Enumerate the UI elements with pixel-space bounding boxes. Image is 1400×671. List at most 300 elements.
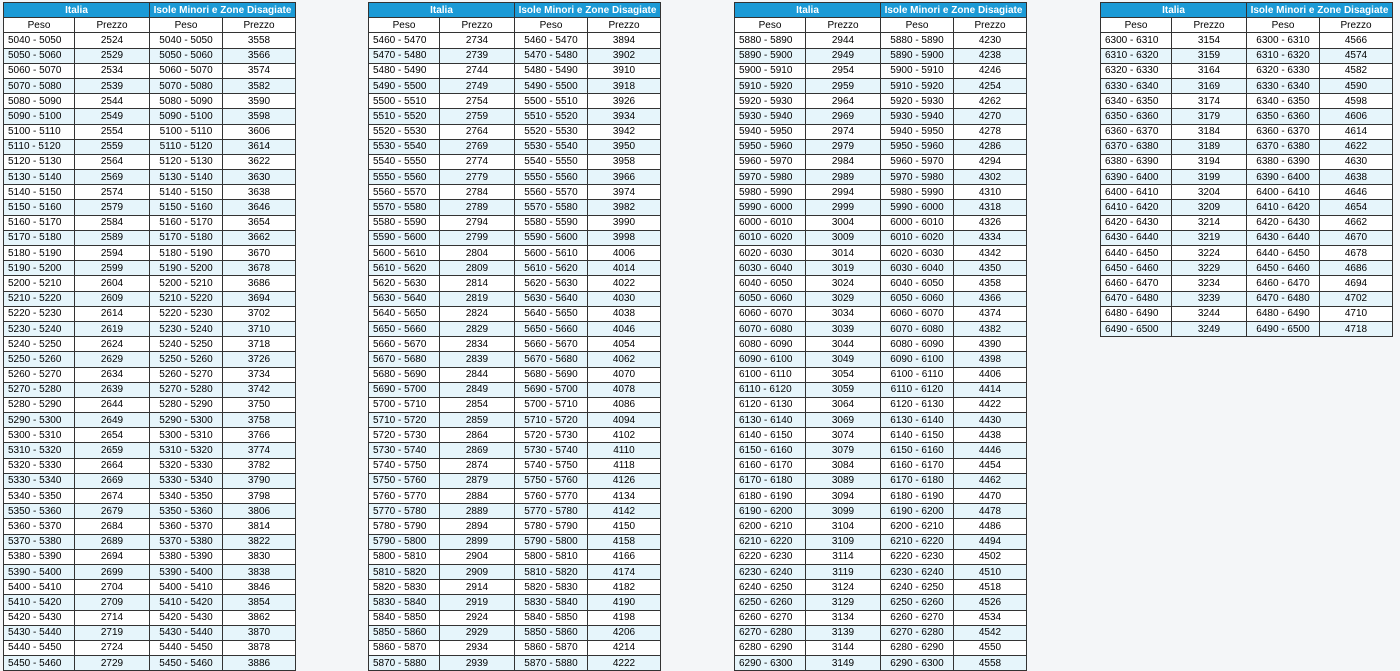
prezzo-isole-cell: 3766	[223, 428, 296, 443]
prezzo-isole-cell: 4030	[588, 291, 661, 306]
peso-italia-cell: 5370 - 5380	[4, 534, 75, 549]
prezzo-isole-cell: 3830	[223, 549, 296, 564]
prezzo-italia-cell: 3124	[806, 580, 881, 595]
peso-isole-cell: 5180 - 5190	[150, 246, 223, 261]
peso-italia-cell: 6490 - 6500	[1101, 321, 1172, 336]
table-row	[735, 306, 1027, 321]
prezzo-italia-cell: 2864	[440, 428, 515, 443]
peso-italia-cell: 5520 - 5530	[369, 124, 440, 139]
table-row	[4, 580, 296, 595]
col-prezzo: Prezzo	[440, 18, 515, 33]
prezzo-isole-cell: 4390	[954, 337, 1027, 352]
prezzo-isole-cell: 4246	[954, 63, 1027, 78]
prezzo-isole-cell: 3750	[223, 397, 296, 412]
table-row	[735, 48, 1027, 63]
table-row	[1101, 276, 1393, 291]
table-row	[4, 48, 296, 63]
table-row	[369, 321, 661, 336]
prezzo-isole-cell: 4126	[588, 473, 661, 488]
prezzo-italia-cell: 3174	[1172, 94, 1247, 109]
peso-italia-cell: 6220 - 6230	[735, 549, 806, 564]
prezzo-italia-cell: 3019	[806, 261, 881, 276]
prezzo-italia-cell: 3114	[806, 549, 881, 564]
peso-isole-cell: 5770 - 5780	[515, 504, 588, 519]
table-body	[1101, 33, 1393, 337]
peso-isole-cell: 5980 - 5990	[881, 185, 954, 200]
peso-italia-cell: 5630 - 5640	[369, 291, 440, 306]
peso-isole-cell: 5720 - 5730	[515, 428, 588, 443]
prezzo-isole-cell: 3606	[223, 124, 296, 139]
prezzo-isole-cell: 4086	[588, 397, 661, 412]
prezzo-isole-cell: 3726	[223, 352, 296, 367]
table-row	[735, 564, 1027, 579]
peso-italia-cell: 5120 - 5130	[4, 154, 75, 169]
peso-italia-cell: 5800 - 5810	[369, 549, 440, 564]
table-row	[4, 534, 296, 549]
prezzo-isole-cell: 4158	[588, 534, 661, 549]
peso-italia-cell: 5140 - 5150	[4, 185, 75, 200]
table-row	[369, 656, 661, 671]
table-row	[735, 413, 1027, 428]
peso-italia-cell: 6240 - 6250	[735, 580, 806, 595]
prezzo-italia-cell: 2579	[75, 200, 150, 215]
prezzo-italia-cell: 2879	[440, 473, 515, 488]
table-row	[4, 200, 296, 215]
table-row	[735, 595, 1027, 610]
table-row	[4, 504, 296, 519]
peso-isole-cell: 6330 - 6340	[1247, 78, 1320, 93]
prezzo-italia-cell: 2599	[75, 261, 150, 276]
col-prezzo: Prezzo	[75, 18, 150, 33]
col-prezzo: Prezzo	[223, 18, 296, 33]
peso-isole-cell: 5290 - 5300	[150, 413, 223, 428]
prezzo-isole-cell: 4430	[954, 413, 1027, 428]
peso-italia-cell: 5210 - 5220	[4, 291, 75, 306]
peso-italia-cell: 5670 - 5680	[369, 352, 440, 367]
peso-italia-cell: 5910 - 5920	[735, 78, 806, 93]
prezzo-isole-cell: 4206	[588, 625, 661, 640]
peso-italia-cell: 5200 - 5210	[4, 276, 75, 291]
peso-italia-cell: 5170 - 5180	[4, 230, 75, 245]
peso-italia-cell: 5190 - 5200	[4, 261, 75, 276]
prezzo-italia-cell: 2919	[440, 595, 515, 610]
prezzo-italia-cell: 3029	[806, 291, 881, 306]
peso-italia-cell: 5290 - 5300	[4, 413, 75, 428]
table-row	[735, 458, 1027, 473]
prezzo-isole-cell: 4334	[954, 230, 1027, 245]
prezzo-isole-cell: 4590	[1320, 78, 1393, 93]
peso-italia-cell: 5510 - 5520	[369, 109, 440, 124]
prezzo-italia-cell: 2674	[75, 489, 150, 504]
peso-italia-cell: 5310 - 5320	[4, 443, 75, 458]
table-row	[369, 306, 661, 321]
prezzo-isole-cell: 4014	[588, 261, 661, 276]
prezzo-italia-cell: 3139	[806, 625, 881, 640]
prezzo-isole-cell: 3702	[223, 306, 296, 321]
prezzo-italia-cell: 2804	[440, 246, 515, 261]
peso-italia-cell: 6040 - 6050	[735, 276, 806, 291]
peso-isole-cell: 5610 - 5620	[515, 261, 588, 276]
peso-italia-cell: 6420 - 6430	[1101, 215, 1172, 230]
prezzo-italia-cell: 3234	[1172, 276, 1247, 291]
table-row	[735, 63, 1027, 78]
prezzo-italia-cell: 3099	[806, 504, 881, 519]
peso-italia-cell: 6210 - 6220	[735, 534, 806, 549]
prezzo-italia-cell: 2809	[440, 261, 515, 276]
prezzo-italia-cell: 3144	[806, 640, 881, 655]
prezzo-italia-cell: 2904	[440, 549, 515, 564]
peso-isole-cell: 6230 - 6240	[881, 564, 954, 579]
prezzo-isole-cell: 4310	[954, 185, 1027, 200]
prezzo-isole-cell: 4302	[954, 170, 1027, 185]
prezzo-italia-cell: 2584	[75, 215, 150, 230]
table-row	[1101, 246, 1393, 261]
prezzo-italia-cell: 3204	[1172, 185, 1247, 200]
peso-isole-cell: 6000 - 6010	[881, 215, 954, 230]
peso-isole-cell: 5940 - 5950	[881, 124, 954, 139]
peso-isole-cell: 5600 - 5610	[515, 246, 588, 261]
table-row	[369, 230, 661, 245]
prezzo-italia-cell: 2944	[806, 33, 881, 48]
prezzo-isole-cell: 3918	[588, 78, 661, 93]
prezzo-italia-cell: 2554	[75, 124, 150, 139]
prezzo-isole-cell: 3822	[223, 534, 296, 549]
peso-isole-cell: 6160 - 6170	[881, 458, 954, 473]
prezzo-italia-cell: 2609	[75, 291, 150, 306]
prezzo-italia-cell: 3149	[806, 656, 881, 671]
peso-italia-cell: 6010 - 6020	[735, 230, 806, 245]
peso-isole-cell: 5400 - 5410	[150, 580, 223, 595]
prezzo-isole-cell: 4134	[588, 489, 661, 504]
peso-isole-cell: 6150 - 6160	[881, 443, 954, 458]
prezzo-italia-cell: 2764	[440, 124, 515, 139]
prezzo-isole-cell: 4150	[588, 519, 661, 534]
prezzo-isole-cell: 4262	[954, 94, 1027, 109]
prezzo-italia-cell: 3224	[1172, 246, 1247, 261]
price-table-2	[368, 2, 661, 671]
prezzo-italia-cell: 3214	[1172, 215, 1247, 230]
peso-isole-cell: 5760 - 5770	[515, 489, 588, 504]
prezzo-italia-cell: 2739	[440, 48, 515, 63]
peso-isole-cell: 5240 - 5250	[150, 337, 223, 352]
peso-isole-cell: 5620 - 5630	[515, 276, 588, 291]
peso-italia-cell: 5130 - 5140	[4, 170, 75, 185]
peso-isole-cell: 5540 - 5550	[515, 154, 588, 169]
table-row	[369, 595, 661, 610]
peso-isole-cell: 6090 - 6100	[881, 352, 954, 367]
peso-italia-cell: 6310 - 6320	[1101, 48, 1172, 63]
peso-isole-cell: 5120 - 5130	[150, 154, 223, 169]
peso-isole-cell: 6400 - 6410	[1247, 185, 1320, 200]
prezzo-italia-cell: 3104	[806, 519, 881, 534]
peso-isole-cell: 6020 - 6030	[881, 246, 954, 261]
peso-isole-cell: 5650 - 5660	[515, 321, 588, 336]
peso-isole-cell: 5900 - 5910	[881, 63, 954, 78]
table-row	[1101, 94, 1393, 109]
peso-italia-cell: 6270 - 6280	[735, 625, 806, 640]
table-row	[369, 94, 661, 109]
table-row	[1101, 78, 1393, 93]
prezzo-italia-cell: 3064	[806, 397, 881, 412]
table-row	[369, 48, 661, 63]
prezzo-isole-cell: 4254	[954, 78, 1027, 93]
table-row	[735, 109, 1027, 124]
prezzo-italia-cell: 3199	[1172, 170, 1247, 185]
table-row	[4, 337, 296, 352]
prezzo-italia-cell: 3004	[806, 215, 881, 230]
prezzo-italia-cell: 3134	[806, 610, 881, 625]
table-row	[4, 261, 296, 276]
prezzo-isole-cell: 3926	[588, 94, 661, 109]
table-row	[735, 94, 1027, 109]
peso-italia-cell: 5220 - 5230	[4, 306, 75, 321]
prezzo-italia-cell: 2644	[75, 397, 150, 412]
table-row	[369, 33, 661, 48]
prezzo-isole-cell: 4462	[954, 473, 1027, 488]
peso-italia-cell: 6100 - 6110	[735, 367, 806, 382]
prezzo-italia-cell: 2839	[440, 352, 515, 367]
prezzo-italia-cell: 2534	[75, 63, 150, 78]
peso-italia-cell: 5300 - 5310	[4, 428, 75, 443]
prezzo-isole-cell: 3806	[223, 504, 296, 519]
peso-isole-cell: 5390 - 5400	[150, 564, 223, 579]
prezzo-isole-cell: 4078	[588, 382, 661, 397]
table-row	[4, 549, 296, 564]
peso-italia-cell: 5610 - 5620	[369, 261, 440, 276]
prezzo-isole-cell: 3838	[223, 564, 296, 579]
prezzo-isole-cell: 4286	[954, 139, 1027, 154]
peso-isole-cell: 6460 - 6470	[1247, 276, 1320, 291]
peso-italia-cell: 6440 - 6450	[1101, 246, 1172, 261]
prezzo-italia-cell: 3014	[806, 246, 881, 261]
peso-isole-cell: 5370 - 5380	[150, 534, 223, 549]
prezzo-isole-cell: 3638	[223, 185, 296, 200]
peso-isole-cell: 5790 - 5800	[515, 534, 588, 549]
prezzo-isole-cell: 4038	[588, 306, 661, 321]
prezzo-isole-cell: 4694	[1320, 276, 1393, 291]
peso-italia-cell: 5260 - 5270	[4, 367, 75, 382]
peso-italia-cell: 5500 - 5510	[369, 94, 440, 109]
peso-italia-cell: 5680 - 5690	[369, 367, 440, 382]
peso-isole-cell: 6310 - 6320	[1247, 48, 1320, 63]
peso-italia-cell: 5090 - 5100	[4, 109, 75, 124]
prezzo-italia-cell: 2854	[440, 397, 515, 412]
table-row	[735, 124, 1027, 139]
table-row	[369, 382, 661, 397]
peso-italia-cell: 5570 - 5580	[369, 200, 440, 215]
peso-isole-cell: 5350 - 5360	[150, 504, 223, 519]
prezzo-isole-cell: 3942	[588, 124, 661, 139]
peso-isole-cell: 6370 - 6380	[1247, 139, 1320, 154]
peso-isole-cell: 5360 - 5370	[150, 519, 223, 534]
prezzo-isole-cell: 3966	[588, 170, 661, 185]
header-italia: Italia	[735, 3, 881, 18]
peso-isole-cell: 5170 - 5180	[150, 230, 223, 245]
table-row	[369, 78, 661, 93]
prezzo-italia-cell: 2709	[75, 595, 150, 610]
peso-italia-cell: 5410 - 5420	[4, 595, 75, 610]
table-row	[735, 656, 1027, 671]
col-prezzo: Prezzo	[954, 18, 1027, 33]
prezzo-isole-cell: 4438	[954, 428, 1027, 443]
prezzo-italia-cell: 2569	[75, 170, 150, 185]
peso-italia-cell: 5810 - 5820	[369, 564, 440, 579]
prezzo-italia-cell: 2754	[440, 94, 515, 109]
prezzo-italia-cell: 2869	[440, 443, 515, 458]
prezzo-italia-cell: 3164	[1172, 63, 1247, 78]
prezzo-italia-cell: 3054	[806, 367, 881, 382]
peso-isole-cell: 5880 - 5890	[881, 33, 954, 48]
prezzo-isole-cell: 3622	[223, 154, 296, 169]
peso-italia-cell: 5250 - 5260	[4, 352, 75, 367]
table-row	[735, 549, 1027, 564]
peso-isole-cell: 5410 - 5420	[150, 595, 223, 610]
prezzo-italia-cell: 2884	[440, 489, 515, 504]
prezzo-italia-cell: 3059	[806, 382, 881, 397]
peso-italia-cell: 5780 - 5790	[369, 519, 440, 534]
peso-isole-cell: 6190 - 6200	[881, 504, 954, 519]
prezzo-isole-cell: 3974	[588, 185, 661, 200]
table-row	[369, 246, 661, 261]
prezzo-isole-cell: 3574	[223, 63, 296, 78]
peso-isole-cell: 6470 - 6480	[1247, 291, 1320, 306]
table-row	[735, 625, 1027, 640]
peso-isole-cell: 6010 - 6020	[881, 230, 954, 245]
peso-isole-cell: 5430 - 5440	[150, 625, 223, 640]
table-row	[735, 473, 1027, 488]
table-row	[369, 549, 661, 564]
peso-italia-cell: 5560 - 5570	[369, 185, 440, 200]
peso-isole-cell: 5550 - 5560	[515, 170, 588, 185]
peso-italia-cell: 6360 - 6370	[1101, 124, 1172, 139]
peso-isole-cell: 6080 - 6090	[881, 337, 954, 352]
peso-isole-cell: 5450 - 5460	[150, 656, 223, 671]
peso-italia-cell: 6230 - 6240	[735, 564, 806, 579]
peso-italia-cell: 5080 - 5090	[4, 94, 75, 109]
peso-italia-cell: 6200 - 6210	[735, 519, 806, 534]
prezzo-isole-cell: 3950	[588, 139, 661, 154]
peso-isole-cell: 6120 - 6130	[881, 397, 954, 412]
prezzo-isole-cell: 4174	[588, 564, 661, 579]
prezzo-italia-cell: 2619	[75, 321, 150, 336]
table-row	[4, 215, 296, 230]
table-row	[1101, 200, 1393, 215]
peso-isole-cell: 5870 - 5880	[515, 656, 588, 671]
table-row	[735, 139, 1027, 154]
prezzo-italia-cell: 2829	[440, 321, 515, 336]
prezzo-italia-cell: 2749	[440, 78, 515, 93]
prezzo-isole-cell: 4494	[954, 534, 1027, 549]
peso-isole-cell: 6200 - 6210	[881, 519, 954, 534]
prezzo-italia-cell: 2684	[75, 519, 150, 534]
peso-isole-cell: 5570 - 5580	[515, 200, 588, 215]
peso-italia-cell: 5240 - 5250	[4, 337, 75, 352]
prezzo-italia-cell: 2624	[75, 337, 150, 352]
prezzo-italia-cell: 2849	[440, 382, 515, 397]
peso-italia-cell: 6120 - 6130	[735, 397, 806, 412]
peso-isole-cell: 5460 - 5470	[515, 33, 588, 48]
prezzo-italia-cell: 3089	[806, 473, 881, 488]
prezzo-isole-cell: 4542	[954, 625, 1027, 640]
table-row	[735, 489, 1027, 504]
col-peso: Peso	[881, 18, 954, 33]
peso-italia-cell: 5040 - 5050	[4, 33, 75, 48]
peso-isole-cell: 5950 - 5960	[881, 139, 954, 154]
prezzo-isole-cell: 4166	[588, 549, 661, 564]
peso-italia-cell: 5330 - 5340	[4, 473, 75, 488]
peso-isole-cell: 5190 - 5200	[150, 261, 223, 276]
prezzo-italia-cell: 2769	[440, 139, 515, 154]
peso-isole-cell: 6250 - 6260	[881, 595, 954, 610]
table-row	[735, 230, 1027, 245]
peso-isole-cell: 6070 - 6080	[881, 321, 954, 336]
peso-italia-cell: 6370 - 6380	[1101, 139, 1172, 154]
prezzo-isole-cell: 4094	[588, 413, 661, 428]
peso-isole-cell: 5960 - 5970	[881, 154, 954, 169]
peso-italia-cell: 5980 - 5990	[735, 185, 806, 200]
prezzo-isole-cell: 4518	[954, 580, 1027, 595]
table-row	[4, 519, 296, 534]
prezzo-isole-cell: 4214	[588, 640, 661, 655]
peso-italia-cell: 5850 - 5860	[369, 625, 440, 640]
peso-isole-cell: 5520 - 5530	[515, 124, 588, 139]
prezzo-isole-cell: 4118	[588, 458, 661, 473]
price-table-4	[1100, 2, 1393, 337]
header-isole: Isole Minori e Zone Disagiate	[515, 3, 661, 18]
peso-italia-cell: 5930 - 5940	[735, 109, 806, 124]
header-italia: Italia	[369, 3, 515, 18]
prezzo-isole-cell: 3846	[223, 580, 296, 595]
table-row	[369, 519, 661, 534]
header-italia: Italia	[4, 3, 150, 18]
peso-isole-cell: 6450 - 6460	[1247, 261, 1320, 276]
prezzo-italia-cell: 2704	[75, 580, 150, 595]
prezzo-italia-cell: 3154	[1172, 33, 1247, 48]
prezzo-italia-cell: 2724	[75, 640, 150, 655]
prezzo-isole-cell: 4414	[954, 382, 1027, 397]
prezzo-italia-cell: 2994	[806, 185, 881, 200]
prezzo-italia-cell: 2689	[75, 534, 150, 549]
col-prezzo: Prezzo	[1320, 18, 1393, 33]
prezzo-italia-cell: 2814	[440, 276, 515, 291]
table-row	[1101, 291, 1393, 306]
table-row	[1101, 185, 1393, 200]
peso-italia-cell: 5950 - 5960	[735, 139, 806, 154]
peso-italia-cell: 5790 - 5800	[369, 534, 440, 549]
peso-italia-cell: 5960 - 5970	[735, 154, 806, 169]
col-peso: Peso	[369, 18, 440, 33]
peso-italia-cell: 5360 - 5370	[4, 519, 75, 534]
peso-isole-cell: 5750 - 5760	[515, 473, 588, 488]
table-row	[735, 215, 1027, 230]
peso-isole-cell: 5680 - 5690	[515, 367, 588, 382]
prezzo-isole-cell: 3598	[223, 109, 296, 124]
peso-isole-cell: 6180 - 6190	[881, 489, 954, 504]
table-row	[4, 230, 296, 245]
peso-italia-cell: 6020 - 6030	[735, 246, 806, 261]
prezzo-italia-cell: 2699	[75, 564, 150, 579]
prezzo-isole-cell: 4222	[588, 656, 661, 671]
table-row	[369, 124, 661, 139]
peso-isole-cell: 5930 - 5940	[881, 109, 954, 124]
peso-isole-cell: 5070 - 5080	[150, 78, 223, 93]
prezzo-isole-cell: 4598	[1320, 94, 1393, 109]
peso-italia-cell: 5400 - 5410	[4, 580, 75, 595]
peso-isole-cell: 5640 - 5650	[515, 306, 588, 321]
table-row	[4, 154, 296, 169]
peso-italia-cell: 5860 - 5870	[369, 640, 440, 655]
peso-italia-cell: 6450 - 6460	[1101, 261, 1172, 276]
